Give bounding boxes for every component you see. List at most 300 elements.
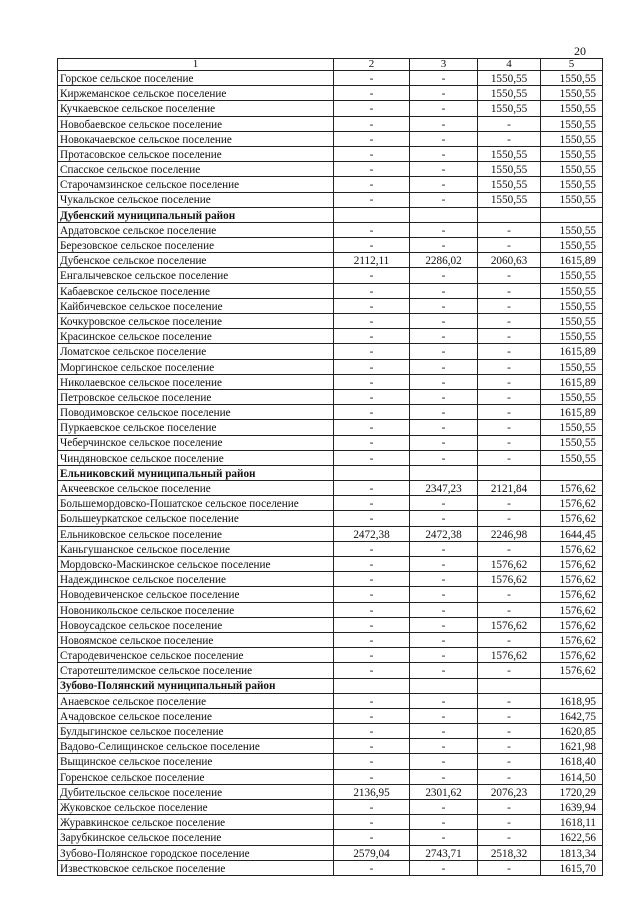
value-cell-col4: 1550,55 xyxy=(478,101,541,116)
settlement-name-cell: Жуковское сельское поселение xyxy=(58,800,334,815)
settlement-name-cell: Надеждинское сельское поселение xyxy=(58,572,334,587)
settlement-name-cell: Дубительское сельское поселение xyxy=(58,784,334,799)
value-cell-col3: - xyxy=(410,192,478,207)
value-cell-col4: - xyxy=(478,116,541,131)
value-cell-col4: - xyxy=(478,329,541,344)
value-cell-col4: - xyxy=(478,663,541,678)
value-cell-col2: - xyxy=(334,162,410,177)
value-cell-col4 xyxy=(478,465,541,480)
value-cell-col3: - xyxy=(410,298,478,313)
table-row xyxy=(58,238,603,253)
value-cell-col3: - xyxy=(410,617,478,632)
value-cell-col4: - xyxy=(478,420,541,435)
table-row xyxy=(58,739,603,754)
table-row xyxy=(58,632,603,647)
value-cell-col2: - xyxy=(334,314,410,329)
value-cell-col3: - xyxy=(410,405,478,420)
settlement-name-cell: Спасское сельское поселение xyxy=(58,162,334,177)
value-cell-col4: 2518,32 xyxy=(478,845,541,860)
table-row xyxy=(58,845,603,860)
value-cell-col5: 1615,89 xyxy=(541,344,603,359)
value-cell-col3: - xyxy=(410,177,478,192)
value-cell-col5: 1550,55 xyxy=(541,359,603,374)
value-cell-col5: 1614,50 xyxy=(541,769,603,784)
table-row xyxy=(58,86,603,101)
settlement-name-cell: Известковское сельское поселение xyxy=(58,860,334,875)
value-cell-col5: 1622,56 xyxy=(541,830,603,845)
value-cell-col4: 1576,62 xyxy=(478,572,541,587)
table-row xyxy=(58,572,603,587)
table-row xyxy=(58,557,603,572)
value-cell-col5: 1550,55 xyxy=(541,238,603,253)
table-row xyxy=(58,405,603,420)
value-cell-col3: - xyxy=(410,131,478,146)
table-row xyxy=(58,131,603,146)
value-cell-col3: - xyxy=(410,420,478,435)
table-row xyxy=(58,314,603,329)
value-cell-col5: 1550,55 xyxy=(541,283,603,298)
value-cell-col3: - xyxy=(410,739,478,754)
value-cell-col3: - xyxy=(410,663,478,678)
value-cell-col5: 1644,45 xyxy=(541,526,603,541)
value-cell-col3: - xyxy=(410,329,478,344)
table-row xyxy=(58,71,603,86)
value-cell-col4 xyxy=(478,207,541,222)
value-cell-col2: - xyxy=(334,481,410,496)
value-cell-col5: 1550,55 xyxy=(541,389,603,404)
value-cell-col2: 2579,04 xyxy=(334,845,410,860)
value-cell-col5: 1639,94 xyxy=(541,800,603,815)
column-header: 4 xyxy=(478,59,541,71)
value-cell-col4: 1550,55 xyxy=(478,192,541,207)
value-cell-col4: - xyxy=(478,314,541,329)
value-cell-col5: 1615,89 xyxy=(541,253,603,268)
value-cell-col3: - xyxy=(410,541,478,556)
value-cell-col5: 1615,89 xyxy=(541,405,603,420)
district-name-cell: Ельниковский муниципальный район xyxy=(58,465,334,480)
value-cell-col5: 1550,55 xyxy=(541,420,603,435)
table-row xyxy=(58,450,603,465)
value-cell-col4: - xyxy=(478,724,541,739)
settlement-name-cell: Ачадовское сельское поселение xyxy=(58,708,334,723)
table-row xyxy=(58,769,603,784)
value-cell-col3: - xyxy=(410,496,478,511)
table-row xyxy=(58,116,603,131)
settlement-name-cell: Горское сельское поселение xyxy=(58,71,334,86)
table-row xyxy=(58,602,603,617)
value-cell-col4: - xyxy=(478,587,541,602)
table-row xyxy=(58,268,603,283)
table-header-row xyxy=(58,59,603,71)
table-row xyxy=(58,526,603,541)
value-cell-col4: 1576,62 xyxy=(478,557,541,572)
value-cell-col3: - xyxy=(410,511,478,526)
value-cell-col2: 2136,95 xyxy=(334,784,410,799)
value-cell-col4: - xyxy=(478,131,541,146)
value-cell-col3: 2286,02 xyxy=(410,253,478,268)
settlement-name-cell: Киржеманское сельское поселение xyxy=(58,86,334,101)
table-row xyxy=(58,222,603,237)
value-cell-col2: - xyxy=(334,663,410,678)
settlement-name-cell: Пуркаевское сельское поселение xyxy=(58,420,334,435)
value-cell-col5 xyxy=(541,207,603,222)
value-cell-col2: - xyxy=(334,511,410,526)
value-cell-col3: - xyxy=(410,450,478,465)
value-cell-col4: - xyxy=(478,496,541,511)
value-cell-col3 xyxy=(410,207,478,222)
value-cell-col4: 2246,98 xyxy=(478,526,541,541)
value-cell-col5: 1550,55 xyxy=(541,222,603,237)
settlement-name-cell: Кочкуровское сельское поселение xyxy=(58,314,334,329)
value-cell-col5: 1550,55 xyxy=(541,131,603,146)
settlement-name-cell: Чиндяновское сельское поселение xyxy=(58,450,334,465)
table-row xyxy=(58,192,603,207)
value-cell-col3: - xyxy=(410,587,478,602)
value-cell-col5: 1576,62 xyxy=(541,648,603,663)
table-row xyxy=(58,481,603,496)
table-row xyxy=(58,693,603,708)
settlement-name-cell: Большеуркатское сельское поселение xyxy=(58,511,334,526)
settlement-name-cell: Новодевиченское сельское поселение xyxy=(58,587,334,602)
value-cell-col2: - xyxy=(334,602,410,617)
settlement-name-cell: Новоямское сельское поселение xyxy=(58,632,334,647)
settlement-name-cell: Кайбичевское сельское поселение xyxy=(58,298,334,313)
value-cell-col4: - xyxy=(478,344,541,359)
value-cell-col5: 1576,62 xyxy=(541,602,603,617)
value-cell-col2: 2112,11 xyxy=(334,253,410,268)
value-cell-col5: 1618,11 xyxy=(541,815,603,830)
value-cell-col2: - xyxy=(334,830,410,845)
value-cell-col2: - xyxy=(334,632,410,647)
value-cell-col4: - xyxy=(478,435,541,450)
table-row xyxy=(58,177,603,192)
value-cell-col3: - xyxy=(410,101,478,116)
table-row xyxy=(58,389,603,404)
settlement-name-cell: Анаевское сельское поселение xyxy=(58,693,334,708)
value-cell-col5: 1576,62 xyxy=(541,496,603,511)
value-cell-col4: - xyxy=(478,769,541,784)
value-cell-col5: 1550,55 xyxy=(541,298,603,313)
value-cell-col2: - xyxy=(334,86,410,101)
value-cell-col5 xyxy=(541,465,603,480)
tariff-table xyxy=(57,58,603,876)
table-row xyxy=(58,162,603,177)
settlement-name-cell: Ардатовское сельское поселение xyxy=(58,222,334,237)
value-cell-col5: 1550,55 xyxy=(541,162,603,177)
table-row xyxy=(58,298,603,313)
settlement-name-cell: Петровское сельское поселение xyxy=(58,389,334,404)
table-row xyxy=(58,754,603,769)
value-cell-col5: 1576,62 xyxy=(541,481,603,496)
value-cell-col2: - xyxy=(334,116,410,131)
value-cell-col3: - xyxy=(410,648,478,663)
value-cell-col4: - xyxy=(478,860,541,875)
value-cell-col2: 2472,38 xyxy=(334,526,410,541)
value-cell-col3: - xyxy=(410,693,478,708)
settlement-name-cell: Красинское сельское поселение xyxy=(58,329,334,344)
value-cell-col5: 1576,62 xyxy=(541,511,603,526)
value-cell-col3: - xyxy=(410,359,478,374)
value-cell-col4: - xyxy=(478,359,541,374)
settlement-name-cell: Николаевское сельское поселение xyxy=(58,374,334,389)
value-cell-col4: - xyxy=(478,602,541,617)
value-cell-col4: 1576,62 xyxy=(478,648,541,663)
value-cell-col5: 1550,55 xyxy=(541,146,603,161)
value-cell-col3: - xyxy=(410,314,478,329)
value-cell-col4: - xyxy=(478,754,541,769)
value-cell-col3: - xyxy=(410,86,478,101)
settlement-name-cell: Березовское сельское поселение xyxy=(58,238,334,253)
value-cell-col5: 1550,55 xyxy=(541,314,603,329)
value-cell-col3: - xyxy=(410,724,478,739)
value-cell-col3: - xyxy=(410,708,478,723)
table-row xyxy=(58,420,603,435)
value-cell-col4 xyxy=(478,678,541,693)
value-cell-col4: - xyxy=(478,238,541,253)
table-row xyxy=(58,101,603,116)
value-cell-col2: - xyxy=(334,724,410,739)
value-cell-col2: - xyxy=(334,496,410,511)
value-cell-col3: 2301,62 xyxy=(410,784,478,799)
value-cell-col4: 2060,63 xyxy=(478,253,541,268)
value-cell-col2: - xyxy=(334,435,410,450)
table-row xyxy=(58,253,603,268)
value-cell-col2: - xyxy=(334,177,410,192)
value-cell-col3: - xyxy=(410,283,478,298)
table-row xyxy=(58,146,603,161)
value-cell-col3: - xyxy=(410,374,478,389)
settlement-name-cell: Ломатское сельское поселение xyxy=(58,344,334,359)
value-cell-col4: 1550,55 xyxy=(478,71,541,86)
settlement-name-cell: Чеберчинское сельское поселение xyxy=(58,435,334,450)
value-cell-col2: - xyxy=(334,222,410,237)
value-cell-col4: - xyxy=(478,693,541,708)
value-cell-col3: - xyxy=(410,238,478,253)
settlement-name-cell: Старотештелимское сельское поселение xyxy=(58,663,334,678)
value-cell-col5: 1550,55 xyxy=(541,71,603,86)
value-cell-col3: - xyxy=(410,71,478,86)
value-cell-col5: 1576,62 xyxy=(541,572,603,587)
value-cell-col5: 1615,70 xyxy=(541,860,603,875)
value-cell-col3: 2347,23 xyxy=(410,481,478,496)
value-cell-col4: - xyxy=(478,374,541,389)
value-cell-col3: - xyxy=(410,435,478,450)
settlement-name-cell: Акчеевское сельское поселение xyxy=(58,481,334,496)
value-cell-col5: 1550,55 xyxy=(541,329,603,344)
table-row xyxy=(58,359,603,374)
table-row xyxy=(58,784,603,799)
value-cell-col2: - xyxy=(334,374,410,389)
value-cell-col2: - xyxy=(334,298,410,313)
value-cell-col4: - xyxy=(478,389,541,404)
value-cell-col2: - xyxy=(334,329,410,344)
value-cell-col3: - xyxy=(410,116,478,131)
table-row xyxy=(58,860,603,875)
value-cell-col2: - xyxy=(334,754,410,769)
value-cell-col5: 1620,85 xyxy=(541,724,603,739)
value-cell-col2 xyxy=(334,678,410,693)
value-cell-col5: 1550,55 xyxy=(541,435,603,450)
value-cell-col2: - xyxy=(334,359,410,374)
value-cell-col5: 1550,55 xyxy=(541,192,603,207)
value-cell-col2: - xyxy=(334,693,410,708)
value-cell-col2: - xyxy=(334,101,410,116)
value-cell-col2: - xyxy=(334,572,410,587)
settlement-name-cell: Чукальское сельское поселение xyxy=(58,192,334,207)
value-cell-col2: - xyxy=(334,389,410,404)
value-cell-col5: 1550,55 xyxy=(541,450,603,465)
settlement-name-cell: Енгалычевское сельское поселение xyxy=(58,268,334,283)
table-row xyxy=(58,435,603,450)
table-row xyxy=(58,496,603,511)
value-cell-col3 xyxy=(410,465,478,480)
value-cell-col5: 1813,34 xyxy=(541,845,603,860)
district-header-row xyxy=(58,465,603,480)
value-cell-col3 xyxy=(410,678,478,693)
settlement-name-cell: Зарубкинское сельское поселение xyxy=(58,830,334,845)
value-cell-col4: - xyxy=(478,708,541,723)
table-row xyxy=(58,541,603,556)
value-cell-col2: - xyxy=(334,192,410,207)
value-cell-col3: - xyxy=(410,754,478,769)
value-cell-col3: - xyxy=(410,572,478,587)
settlement-name-cell: Моргинское сельское поселение xyxy=(58,359,334,374)
settlement-name-cell: Стародевиченское сельское поселение xyxy=(58,648,334,663)
value-cell-col5: 1576,62 xyxy=(541,557,603,572)
value-cell-col3: - xyxy=(410,389,478,404)
table-row xyxy=(58,617,603,632)
settlement-name-cell: Протасовское сельское поселение xyxy=(58,146,334,161)
value-cell-col2: - xyxy=(334,815,410,830)
value-cell-col4: - xyxy=(478,815,541,830)
value-cell-col5: 1550,55 xyxy=(541,116,603,131)
value-cell-col4: 1550,55 xyxy=(478,146,541,161)
value-cell-col3: - xyxy=(410,557,478,572)
value-cell-col5: 1576,62 xyxy=(541,663,603,678)
value-cell-col2: - xyxy=(334,283,410,298)
table-row xyxy=(58,815,603,830)
value-cell-col2: - xyxy=(334,800,410,815)
value-cell-col4: - xyxy=(478,450,541,465)
value-cell-col3: - xyxy=(410,800,478,815)
value-cell-col5: 1576,62 xyxy=(541,541,603,556)
value-cell-col3: - xyxy=(410,830,478,845)
value-cell-col4: - xyxy=(478,511,541,526)
value-cell-col2: - xyxy=(334,344,410,359)
settlement-name-cell: Старочамзинское сельское поселение xyxy=(58,177,334,192)
settlement-name-cell: Горенское сельское поселение xyxy=(58,769,334,784)
table-row xyxy=(58,648,603,663)
table-row xyxy=(58,708,603,723)
value-cell-col4: - xyxy=(478,268,541,283)
value-cell-col3: - xyxy=(410,268,478,283)
value-cell-col4: 1550,55 xyxy=(478,86,541,101)
value-cell-col3: - xyxy=(410,602,478,617)
value-cell-col2: - xyxy=(334,71,410,86)
settlement-name-cell: Новобаевское сельское поселение xyxy=(58,116,334,131)
table-row xyxy=(58,374,603,389)
value-cell-col2 xyxy=(334,207,410,222)
value-cell-col5: 1618,95 xyxy=(541,693,603,708)
page-number: 20 xyxy=(574,44,586,58)
table-row xyxy=(58,511,603,526)
value-cell-col5: 1550,55 xyxy=(541,177,603,192)
value-cell-col5: 1576,62 xyxy=(541,587,603,602)
table-row xyxy=(58,283,603,298)
value-cell-col4: - xyxy=(478,632,541,647)
value-cell-col4: - xyxy=(478,298,541,313)
value-cell-col5: 1615,89 xyxy=(541,374,603,389)
value-cell-col3: - xyxy=(410,162,478,177)
value-cell-col3: - xyxy=(410,815,478,830)
value-cell-col5 xyxy=(541,678,603,693)
value-cell-col5: 1576,62 xyxy=(541,617,603,632)
value-cell-col5: 1618,40 xyxy=(541,754,603,769)
value-cell-col4: - xyxy=(478,800,541,815)
value-cell-col2: - xyxy=(334,450,410,465)
value-cell-col2: - xyxy=(334,587,410,602)
settlement-name-cell: Вадово-Селищинское сельское поселение xyxy=(58,739,334,754)
value-cell-col2: - xyxy=(334,405,410,420)
value-cell-col5: 1550,55 xyxy=(541,101,603,116)
table-row xyxy=(58,587,603,602)
settlement-name-cell: Большемордовско-Пошатское сельское поселение xyxy=(58,496,334,511)
settlement-name-cell: Ельниковское сельское поселение xyxy=(58,526,334,541)
value-cell-col2: - xyxy=(334,131,410,146)
value-cell-col3: - xyxy=(410,632,478,647)
column-header: 3 xyxy=(410,59,478,71)
value-cell-col4: 1550,55 xyxy=(478,162,541,177)
settlement-name-cell: Мордовско-Маскинское сельское поселение xyxy=(58,557,334,572)
district-header-row xyxy=(58,678,603,693)
value-cell-col3: - xyxy=(410,860,478,875)
value-cell-col4: - xyxy=(478,830,541,845)
settlement-name-cell: Поводимовское сельское поселение xyxy=(58,405,334,420)
value-cell-col2: - xyxy=(334,617,410,632)
value-cell-col5: 1550,55 xyxy=(541,86,603,101)
settlement-name-cell: Дубенское сельское поселение xyxy=(58,253,334,268)
value-cell-col3: - xyxy=(410,769,478,784)
value-cell-col2: - xyxy=(334,268,410,283)
value-cell-col5: 1576,62 xyxy=(541,632,603,647)
value-cell-col5: 1642,75 xyxy=(541,708,603,723)
settlement-name-cell: Зубово-Полянское городское поселение xyxy=(58,845,334,860)
value-cell-col4: 2121,84 xyxy=(478,481,541,496)
district-name-cell: Зубово-Полянский муниципальный район xyxy=(58,678,334,693)
column-header: 5 xyxy=(541,59,603,71)
value-cell-col4: - xyxy=(478,283,541,298)
settlement-name-cell: Новокачаевское сельское поселение xyxy=(58,131,334,146)
settlement-name-cell: Каньгушанское сельское поселение xyxy=(58,541,334,556)
value-cell-col4: - xyxy=(478,541,541,556)
value-cell-col4: - xyxy=(478,405,541,420)
value-cell-col5: 1720,29 xyxy=(541,784,603,799)
table-row xyxy=(58,329,603,344)
settlement-name-cell: Кучкаевское сельское поселение xyxy=(58,101,334,116)
settlement-name-cell: Журавкинское сельское поселение xyxy=(58,815,334,830)
value-cell-col3: 2743,71 xyxy=(410,845,478,860)
table-row xyxy=(58,800,603,815)
settlement-name-cell: Кабаевское сельское поселение xyxy=(58,283,334,298)
table-row xyxy=(58,724,603,739)
value-cell-col2 xyxy=(334,465,410,480)
settlement-name-cell: Новоусадское сельское поселение xyxy=(58,617,334,632)
value-cell-col2: - xyxy=(334,238,410,253)
value-cell-col3: 2472,38 xyxy=(410,526,478,541)
value-cell-col2: - xyxy=(334,146,410,161)
column-header: 2 xyxy=(334,59,410,71)
value-cell-col4: - xyxy=(478,739,541,754)
